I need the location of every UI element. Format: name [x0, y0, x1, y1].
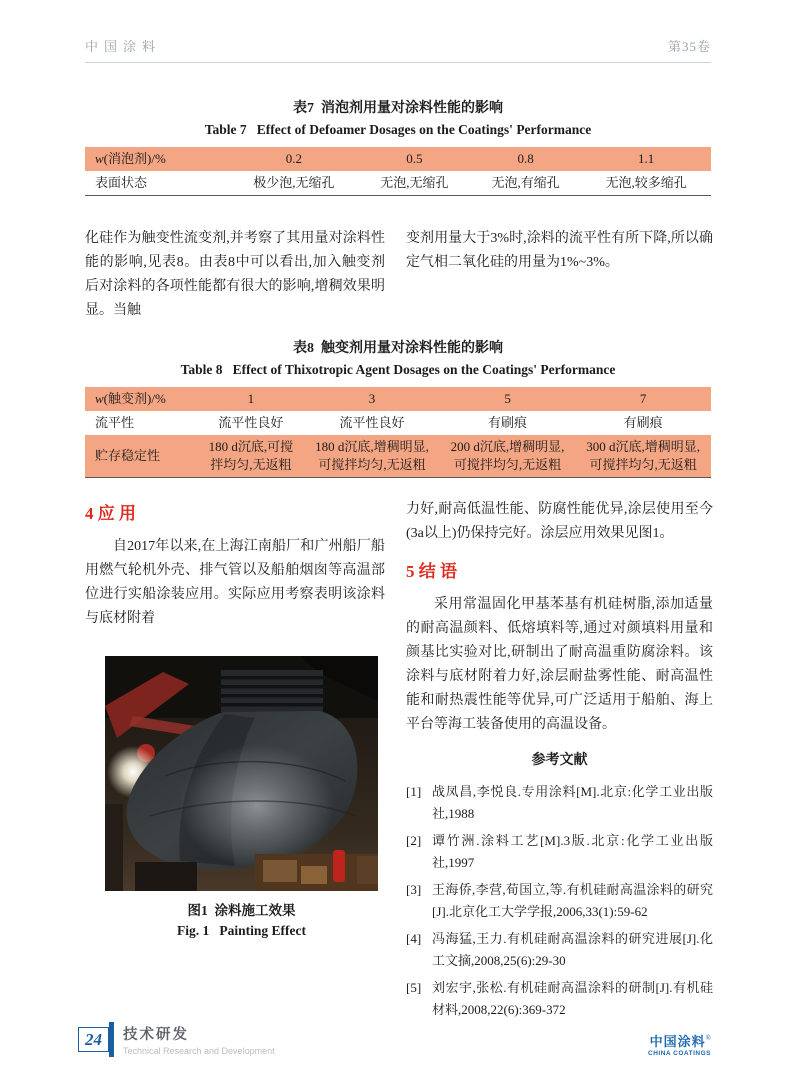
reference-item — [406, 879, 713, 923]
table7-title-zh: 表7 消泡剂用量对涂料性能的影响 — [293, 101, 503, 116]
reference-text: 刘宏宇,张松.有机硅耐高温涂料的研制[J].有机硅材料,2008,22(6):369-372 — [432, 980, 713, 1017]
table8-cell: 有刷痕 — [488, 415, 528, 430]
table8-row-label: 流平性 — [95, 415, 135, 430]
reference-id: [2] — [406, 833, 422, 848]
china-coatings-logo — [406, 1035, 713, 1058]
reference-id: [4] — [406, 931, 422, 946]
references-list — [406, 781, 713, 1021]
table7-cell: 无泡,较多缩孔 — [581, 171, 711, 196]
department-zh: 技术研发 — [123, 1027, 189, 1043]
table8-cell: 有刷痕 — [623, 415, 663, 430]
reference-item — [406, 928, 713, 972]
body-column-left-top — [85, 227, 385, 323]
section5-heading: 5 结 语 — [406, 562, 457, 581]
registered-mark-icon: ® — [705, 1034, 711, 1042]
body-column-right-top — [406, 227, 713, 275]
reference-text: 王海侨,李营,荀国立,等.有机硅耐高温涂料的研究[J].北京化工大学学报,2006,33(1):59-62 — [432, 882, 713, 919]
table7-dosage: 1.1 — [581, 147, 711, 171]
table7-cell: 无泡,无缩孔 — [359, 171, 470, 196]
reference-text: 冯海猛,王力.有机硅耐高温涂料的研究进展[J].化工文摘,2008,25(6):29-30 — [432, 931, 713, 968]
reference-id: [5] — [406, 980, 422, 995]
figure1-caption-en: Fig. 1 Painting Effect — [177, 923, 306, 938]
table7-var-rest: (消泡剂)/% — [103, 151, 166, 166]
table8-cell: 流平性良好 — [339, 415, 405, 430]
table7-dosage: 0.8 — [470, 147, 581, 171]
logo-name-en: CHINA COATINGS — [648, 1050, 711, 1058]
figure1-caption-zh: 图1 涂料施工效果 — [187, 903, 296, 918]
table8-dosage: 3 — [304, 387, 440, 411]
reference-text: 战凤昌,李悦良.专用涂料[M].北京:化学工业出版社,1988 — [432, 784, 713, 821]
table8-cell: 300 d沉底,增稠明显,可搅拌均匀,无返粗 — [575, 435, 711, 478]
table7-variable-label — [85, 147, 229, 171]
reference-item — [406, 977, 713, 1021]
figure1-photo-image — [105, 656, 378, 891]
table7-cell: 极少泡,无缩孔 — [229, 171, 359, 196]
table7-surface-row — [85, 171, 711, 196]
figure1-caption — [105, 901, 378, 941]
table7-cell: 无泡,有缩孔 — [470, 171, 581, 196]
table8-dosage: 7 — [575, 387, 711, 411]
table8-variable-label — [85, 387, 198, 411]
section4-column — [85, 502, 385, 941]
logo-name-zh: 中国涂料 — [649, 1034, 706, 1049]
table8-storage-row — [85, 435, 711, 478]
volume-label: 第35卷 — [667, 39, 711, 54]
section5-paragraph: 采用常温固化甲基苯基有机硅树脂,添加适量的耐高温颜料、低熔填料等,通过对颜填料用量和颜基比实验对比,研制出了耐高温重防腐涂料。该涂料与底材附着力好,涂层耐盐雾性能、耐高温性能和耐热震性能等优异,可广泛适用于船舶、海上平台等海工装备使用的高温设备。 — [406, 597, 713, 732]
table8-title-zh: 表8 触变剂用量对涂料性能的影响 — [293, 341, 503, 356]
table7-block — [85, 97, 711, 196]
reference-text: 谭竹洲.涂料工艺[M].3版.北京:化学工业出版社,1997 — [432, 833, 713, 870]
paragraph-continuation-left: 化硅作为触变性流变剂,并考察了其用量对涂料性能的影响,见表8。由表8中可以看出,加入触变剂后对涂料的各项性能都有很大的影响,增稠效果明显。当触 — [85, 231, 385, 318]
page-footer — [78, 1022, 275, 1057]
table8-row-label: 贮存稳定性 — [85, 435, 198, 478]
reference-item — [406, 830, 713, 874]
paragraph-continuation-right: 变剂用量大于3%时,涂料的流平性有所下降,所以确定气相二氧化硅的用量为1%~3%。 — [406, 231, 713, 270]
table8-dosage: 1 — [198, 387, 305, 411]
reference-item — [406, 781, 713, 825]
footer-bar-divider — [109, 1022, 114, 1057]
table7 — [85, 147, 711, 196]
table8-cell: 200 d沉底,增稠明显,可搅拌均匀,无返粗 — [440, 435, 576, 478]
running-head — [85, 36, 711, 63]
reference-id: [1] — [406, 784, 422, 799]
table7-dosage: 0.5 — [359, 147, 470, 171]
section5-continuation: 力好,耐高低温性能、防腐性能优异,涂层使用至今(3a以上)仍保持完好。涂层应用效果见图1。 — [406, 502, 713, 541]
table7-dosage: 0.2 — [229, 147, 359, 171]
table7-title-en: Table 7 Effect of Defoamer Dosages on the Coatings' Performance — [204, 122, 592, 137]
table8 — [85, 387, 711, 478]
table8-block — [85, 337, 711, 478]
footer-department — [123, 1023, 275, 1056]
section5-column — [406, 498, 713, 1058]
table8-title-en: Table 8 Effect of Thixotropic Agent Dosages on the Coatings' Performance — [180, 362, 616, 377]
reference-id: [3] — [406, 882, 422, 897]
section4-paragraph: 自2017年以来,在上海江南船厂和广州船厂船用燃气轮机外壳、排气管以及船舶烟囱等高温部位进行实船涂装应用。实际应用考察表明该涂料与底材附着 — [85, 539, 385, 626]
page-number: 24 — [78, 1027, 109, 1052]
department-en: Technical Research and Development — [123, 1046, 275, 1056]
table8-var-rest: (触变剂)/% — [103, 391, 166, 406]
section4-heading: 4 应 用 — [85, 504, 136, 523]
table7-header-row — [85, 147, 711, 171]
table8-cell: 180 d沉底,可搅拌均匀,无返粗 — [198, 435, 305, 478]
table8-leveling-row — [85, 411, 711, 435]
table8-var-symbol: w — [95, 391, 104, 406]
table8-dosage: 5 — [440, 387, 576, 411]
table8-header-row — [85, 387, 711, 411]
table8-cell: 流平性良好 — [218, 415, 284, 430]
table7-row-label: 表面状态 — [85, 171, 229, 196]
references-heading: 参考文献 — [531, 753, 588, 768]
journal-name: 中国涂料 — [85, 39, 162, 54]
table7-var-symbol: w — [95, 151, 104, 166]
table8-cell: 180 d沉底,增稠明显,可搅拌均匀,无返粗 — [304, 435, 440, 478]
figure1-photo — [105, 656, 378, 891]
